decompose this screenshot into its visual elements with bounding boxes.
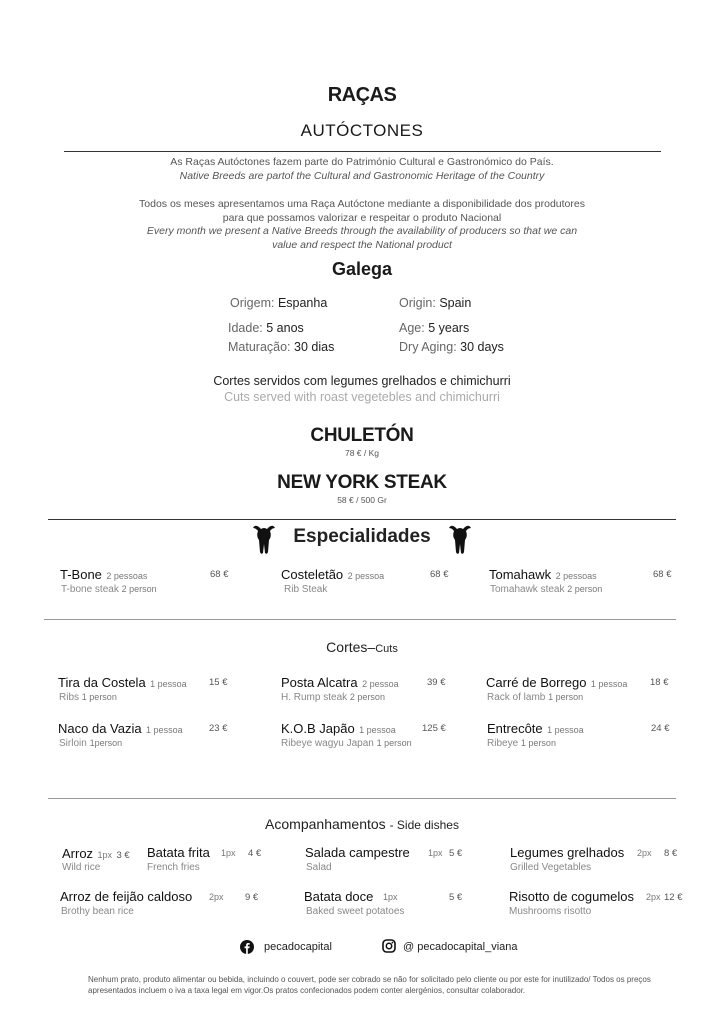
acompanhamentos-heading: Acompanhamentos - Side dishes [265, 816, 459, 832]
item-price: 24 € [651, 723, 670, 734]
item-price: 12 € [664, 892, 683, 903]
item-subtitle: T-bone steak 2 person [61, 584, 157, 595]
item-qty: 1px [428, 848, 443, 858]
especialidades-heading: Especialidades [293, 526, 431, 547]
menu-item: Posta Alcatra 2 pessoa [281, 675, 399, 690]
item-qty: 1px [383, 892, 398, 902]
item-subtitle: Ribs 1 person [59, 692, 117, 703]
intro-en-2a: Every month we present a Native Breeds through the availability of producers so that we can [146, 225, 578, 237]
item-price: 4 € [248, 848, 262, 859]
menu-item: Risotto de cogumelos [509, 889, 635, 904]
item-subtitle: Salad [306, 862, 332, 873]
divider [44, 619, 676, 620]
item-subtitle: Rib Steak [284, 584, 328, 595]
instagram-handle[interactable]: @ pecadocapital_viana [403, 941, 518, 953]
item-subtitle: Mushrooms risotto [509, 906, 592, 917]
item-price: 5 € [449, 848, 463, 859]
aging-pt: Maturação: 30 dias [228, 340, 335, 354]
item-subtitle: H. Rump steak 2 person [281, 692, 385, 703]
item-subtitle: Ribeye wagyu Japan 1 person [281, 738, 412, 749]
item-price: 68 € [653, 569, 672, 580]
item-price: 18 € [650, 677, 669, 688]
item-subtitle: Ribeye 1 person [487, 738, 556, 749]
item-subtitle: Grilled Vegetables [510, 862, 592, 873]
menu-item: Carré de Borrego 1 pessoa [486, 675, 628, 690]
origin-en: Origin: Spain [399, 296, 472, 310]
item-price: 23 € [209, 723, 228, 734]
item-subtitle: French fries [147, 862, 200, 873]
bull-icon [446, 522, 474, 556]
divider [48, 519, 676, 520]
cuts-note-en: Cuts served with roast vegetebles and chimichurri [224, 390, 500, 404]
menu-item: Legumes grelhados [510, 845, 625, 860]
item-qty: 2px [209, 892, 224, 902]
menu-item: T-Bone 2 pessoas [60, 567, 148, 582]
steak-chuleton-price: 78 € / Kg [344, 448, 380, 458]
item-subtitle: Brothy bean rice [61, 906, 134, 917]
cuts-note-pt: Cortes servidos com legumes grelhados e chimichurri [213, 374, 511, 388]
steak-chuleton: CHULETÓN [310, 425, 414, 446]
menu-item: Batata doce [304, 889, 374, 904]
age-pt: Idade: 5 anos [228, 321, 304, 335]
item-price: 9 € [245, 892, 259, 903]
item-price: 15 € [209, 677, 228, 688]
menu-item: Batata frita [147, 845, 210, 860]
item-price: 8 € [664, 848, 678, 859]
item-price: 125 € [422, 723, 446, 734]
menu-item: K.O.B Japão 1 pessoa [281, 721, 396, 736]
age-en: Age: 5 years [399, 321, 470, 335]
item-subtitle: Tomahawk steak 2 person [490, 584, 603, 595]
item-price: 68 € [430, 569, 449, 580]
item-price: 39 € [427, 677, 446, 688]
facebook-handle[interactable]: pecadocapital [264, 941, 332, 953]
item-qty: 2px [646, 892, 661, 902]
footer-disclaimer: Nenhum prato, produto alimentar ou bebida, incluindo o couvert, pode ser cobrado se não for solicitado pelo cliente ou por este for inutilizado/ Todos os preços apresentados incluem o iva a taxa legal em vigor.Os pratos confecionados podem conter alergénios, consultar colaborador. [88, 975, 651, 995]
steak-new-york: NEW YORK STEAK [277, 472, 447, 493]
intro-en-2b: value and respect the National product [272, 239, 452, 251]
menu-item: Naco da Vazia 1 pessoa [58, 721, 183, 736]
facebook-icon [240, 940, 254, 954]
aging-en: Dry Aging: 30 days [399, 340, 504, 354]
breed-name: Galega [331, 259, 393, 279]
intro-pt-2a: Todos os meses apresentamos uma Raça Autóctone mediante a disponibilidade dos produtores [139, 198, 585, 210]
item-subtitle: Wild rice [62, 862, 101, 873]
menu-item: Arroz de feijão caldoso [60, 889, 193, 904]
divider [64, 151, 661, 152]
menu-item: Costeletão 2 pessoa [281, 567, 385, 582]
item-subtitle: Sirloin 1person [59, 738, 123, 749]
item-price: 5 € [449, 892, 463, 903]
page-title: RAÇAS [327, 84, 397, 106]
item-subtitle: Baked sweet potatoes [306, 906, 405, 917]
intro-en-1: Native Breeds are partof the Cultural and Gastronomic Heritage of the Country [179, 170, 545, 182]
origin-pt: Origem: Espanha [230, 296, 328, 310]
menu-item: Tira da Costela 1 pessoa [58, 675, 187, 690]
instagram-icon [382, 939, 396, 953]
item-subtitle: Rack of lamb 1 person [487, 692, 584, 703]
item-qty: 2px [637, 848, 652, 858]
item-qty: 1px [221, 848, 236, 858]
divider [48, 798, 676, 799]
menu-item: Salada campestre [305, 845, 410, 860]
cortes-heading: Cortes–Cuts [326, 639, 398, 655]
page-subtitle: AUTÓCTONES [300, 121, 424, 140]
menu-item: Tomahawk 2 pessoas [489, 567, 597, 582]
menu-item: Arroz 1px 3 € [62, 846, 130, 861]
menu-item: Entrecôte 1 pessoa [487, 721, 584, 736]
steak-new-york-price: 58 € / 500 Gr [337, 495, 387, 505]
item-price: 68 € [210, 569, 229, 580]
intro-pt-1: As Raças Autóctones fazem parte do Património Cultural e Gastronómico do País. [170, 156, 554, 168]
intro-pt-2b: para que possamos valorizar e respeitar o produto Nacional [222, 212, 502, 224]
